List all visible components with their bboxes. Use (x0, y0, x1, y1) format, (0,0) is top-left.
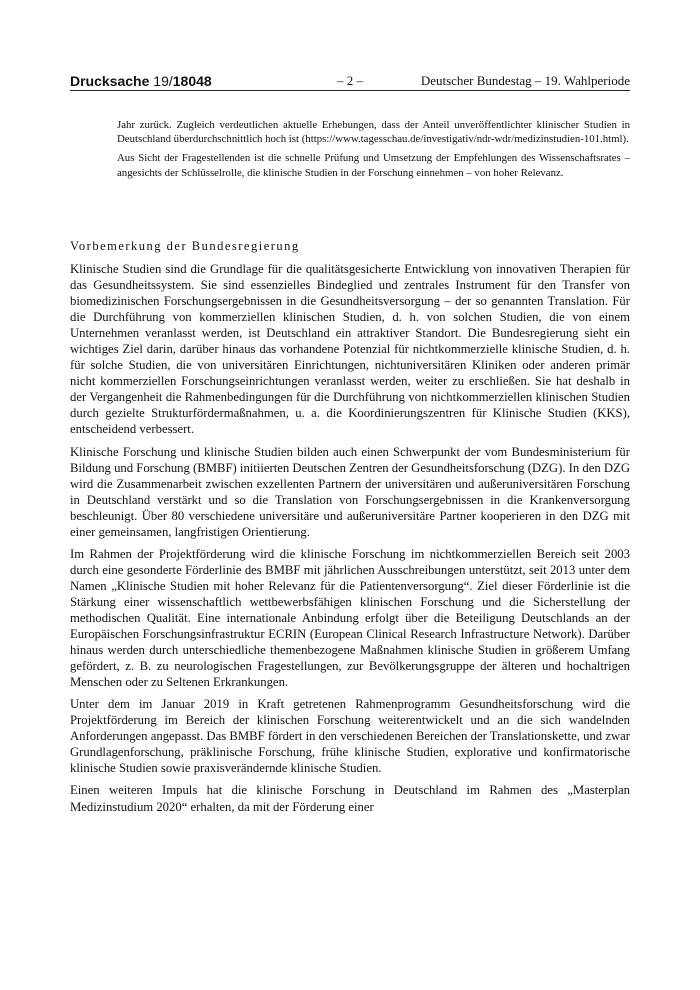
body-paragraph: Klinische Studien sind die Grundlage für die qualitätsgesicherte Entwicklung von innovativen Therapien für das Gesundheitssystem. Sie sind essenzielles Bindeglied und zentrales Instrument für den Transfer von biomedizinischen Forschungsergebnissen in die Gesundheitsversorgung – der so genannten Translation. Für die Durchführung von kommerziellen klinischen Studien, d. h. von solchen Studien, die von einem Unternehmen veranlasst werden, ist Deutschland ein attraktiver Standort. Die Bundesregierung sieht ein wichtiges Ziel darin, darüber hinaus das vorhandene Potenzial für nichtkommerzielle klinische Studien, d. h. für solche Studien, die von universitären Einrichtungen, nichtuniversitären Kliniken oder anderen primär nicht kommerziellen Forschungseinrichtungen veranlasst werden, weiter zu erschließen. Sie hat deshalb in der Vergangenheit die Rahmenbedingungen für die Durchführung von nichtkommerziellen klinischen Studien durch gezielte Strukturfördermaßnahmen, u. a. die Koordinierungszentren für Klinische Studien (KKS), entscheidend verbessert. (70, 262, 630, 437)
body-paragraph: Einen weiteren Impuls hat die klinische Forschung in Deutschland im Rahmen des „Masterplan Medizinstudium 2020“ erhalten, da mit der Förderung einer (70, 783, 630, 814)
main-text (70, 261, 630, 821)
doc-number-main: 18048 (172, 73, 212, 89)
parliament-period: Deutscher Bundestag – 19. Wahlperiode (420, 73, 630, 88)
body-paragraph: Unter dem im Januar 2019 in Kraft getretenen Rahmenprogramm Gesundheitsforschung wird die Projektförderung im Bereich der klinischen Forschung weiterentwickelt und an die sich wandelnden Anforderungen angepasst. Das BMBF fördert in den verschiedenen Bereichen der Translationskette, und zwar Grundlagenforschung, präklinische Forschung, frühe klinische Studien, explorative und konfirmatorische klinische Studien sowie praxisverändernde klinische Studien. (70, 697, 630, 776)
doc-number-prefix: 19/ (153, 73, 173, 89)
preamble-paragraph: Aus Sicht der Fragestellenden ist die schnelle Prüfung und Umsetzung der Empfehlungen des Wissenschaftsrates – angesichts der Schlüsselrolle, die klinische Studien in der Forschung einnehmen – von hoher Relevanz. (117, 152, 630, 179)
section-heading: Vorbemerkung der Bundesregierung (70, 239, 300, 253)
preamble-paragraph: Jahr zurück. Zugleich verdeutlichen aktuelle Erhebungen, dass der Anteil unveröffentlichter klinischer Studien in Deutschland überdurchschnittlich hoch ist (https://www.tagesschau.de/investigativ/ndr-wdr/medizinstudien-101.html). (117, 119, 630, 146)
body-paragraph: Klinische Forschung und klinische Studien bilden auch einen Schwerpunkt der vom Bundesministerium für Bildung und Forschung (BMBF) initiierten Deutschen Zentren der Gesundheitsforschung (DZG). In den DZG wird die Zusammenarbeit zwischen exzellenten Partnern der universitären und außeruniversitären Forschung in Deutschland verstärkt und so die Translation von Forschungsergebnissen in die Krankenversorgung beschleunigt. Über 80 verschiedene universitäre und außeruniversitäre Partner kooperieren in den DZG mit einer gemeinsamen, langfristigen Orientierung. (70, 444, 630, 539)
body-paragraph: Im Rahmen der Projektförderung wird die klinische Forschung im nichtkommerziellen Bereich seit 2003 durch eine gesonderte Förderlinie des BMBF mit jährlichen Ausschreibungen unterstützt, seit 2013 unter dem Namen „Klinische Studien mit hoher Relevanz für die Patientenversorgung“. Ziel dieser Förderlinie ist die Stärkung einer wissenschaftlich wettbewerbsfähigen klinischen Forschung und die Sicherstellung der methodischen Qualität. Eine internationale Anbindung erfolgt über die Beteiligung Deutschlands an der Europäischen Forschungsinfrastruktur ECRIN (European Clinical Research Infrastructure Network). Darüber hinaus werden durch unterschiedliche themenbezogene Maßnahmen klinische Studien in größerem Umfang gefördert, z. B. zu neurologischen Fragestellungen, zur Bevölkerungsgruppe der älteren und hochaltrigen Menschen oder zu Seltenen Erkrankungen. (70, 546, 630, 690)
doc-label: Drucksache (70, 73, 150, 89)
page-number: – 2 – (337, 73, 363, 88)
page-header (70, 72, 630, 90)
document-number (70, 72, 212, 90)
question-preamble (117, 118, 630, 185)
header-rule (70, 90, 630, 91)
